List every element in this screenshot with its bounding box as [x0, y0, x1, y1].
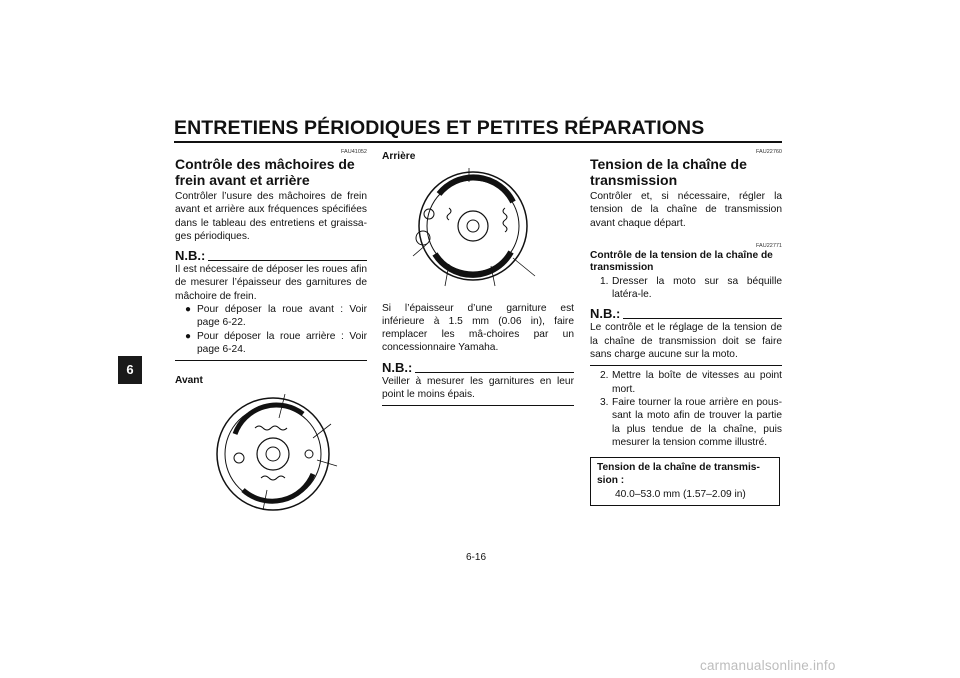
column-chain-tension [590, 148, 782, 506]
subheading: Contrôle de la tension de la chaîne de transmission [590, 249, 773, 274]
page-title: ENTRETIENS PÉRIODIQUES ET PETITES RÉPARATIONS [174, 117, 705, 139]
rear-drum-brake-icon [409, 168, 574, 288]
spec-value: 40.0–53.0 mm (1.57–2.09 in) [615, 488, 746, 500]
list-item: ● Pour déposer la roue avant : Voir page 6-22. [185, 304, 367, 329]
spec-box [590, 457, 780, 506]
section-heading: Tension de la chaîne de transmission [590, 156, 747, 188]
note-header [382, 361, 574, 375]
section-code: FAU22760 [756, 149, 782, 155]
note-label: N.B.: [382, 359, 413, 375]
note-end-rule [175, 360, 367, 361]
section-code: FAU41052 [341, 149, 367, 155]
note-text: Il est nécessaire de déposer les roues afin de mesurer l’épaisseur des garnitures de mâchoire de frein. [175, 264, 367, 302]
section-code: FAU22771 [756, 242, 782, 249]
bullet-icon: ● [185, 304, 192, 316]
section-heading: Contrôle des mâchoires de frein avant et arrière [175, 156, 355, 188]
chapter-tab: 6 [118, 356, 142, 384]
list-item: 2. Mettre la boîte de vitesses au point mort. [600, 370, 782, 395]
note-end-rule [590, 365, 782, 366]
column-brake-shoes [175, 148, 367, 512]
list-item: 1. Dresser la moto sur sa béquille latéra-le. [600, 275, 782, 301]
replacement-text: Si l’épaisseur d’une garniture est inférieure à 1.5 mm (0.06 in), faire remplacer les mâ-choires par un concessionnaire Yamaha. [382, 302, 574, 354]
intro-text: Contrôler et, si nécessaire, régler la tension de la chaîne de transmission avant chaque départ. [590, 191, 782, 229]
front-label: Avant [175, 375, 203, 387]
note-text: Veiller à mesurer les garnitures en leur point le moins épais. [382, 375, 574, 400]
note-label: N.B.: [175, 248, 206, 264]
rear-label: Arrière [382, 151, 416, 162]
note-header [175, 249, 367, 263]
note-end-rule [382, 405, 574, 406]
bullet-icon: ● [185, 330, 192, 342]
list-item: ● Pour déposer la roue arrière : Voir page 6-24. [185, 330, 367, 355]
title-rule [174, 141, 782, 143]
note-header [590, 307, 782, 321]
intro-text: Contrôler l’usure des mâchoires de frein avant et arrière aux fréquences spécifiées dans le tableau des entretiens et graissa-ges périodiques. [175, 191, 367, 242]
column-rear-brake [382, 148, 574, 406]
spec-label: Tension de la chaîne de transmis-sion : [597, 462, 760, 487]
watermark: carmanualsonline.info [700, 658, 836, 673]
note-label: N.B.: [590, 306, 621, 322]
front-drum-brake-icon [213, 394, 367, 512]
page-number: 6-16 [466, 552, 487, 563]
list-item: 3. Faire tourner la roue arrière en pous-sant la moto afin de trouver la partie la plus tendue de la chaîne, puis mesurer la tension comme illustré. [600, 396, 782, 448]
note-text: Le contrôle et le réglage de la tension de la chaîne de transmission doit se faire sans charge aucune sur la moto. [590, 322, 782, 361]
